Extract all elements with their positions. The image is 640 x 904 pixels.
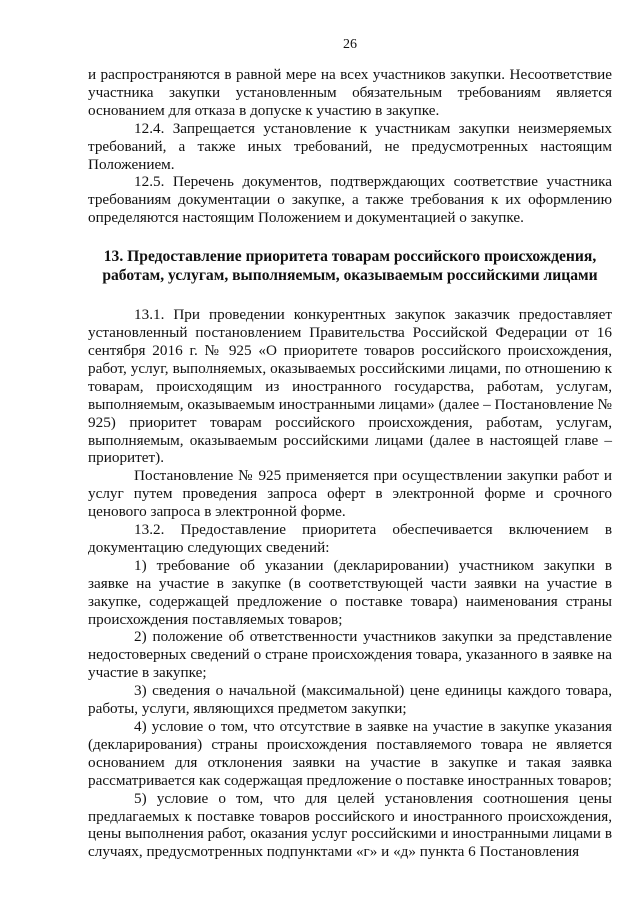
document-page — [88, 36, 612, 861]
paragraph: 3) сведения о начальной (максимальной) цене единицы каждого товара, работы, услуги, являющихся предметом закупки; — [88, 682, 612, 718]
paragraph: Постановление № 925 применяется при осуществлении закупки работ и услуг путем проведения запроса оферт в электронной форме и срочного ценового запроса в электронной форме. — [88, 467, 612, 521]
paragraph: 13.1. При проведении конкурентных закупок заказчик предоставляет установленный постановлением Правительства Российской Федерации от 16 сентября 2016 г. № 925 «О приоритете товаров российского происхождения, работ, услуг, выполняемых, оказываемых российскими лицами, по отношению к товарам, происходящим из иностранного государства, работам, услугам, выполняемым, оказываемым иностранными лицами» (далее – Постановление № 925) приоритет товарам российского происхождения, работам, услугам, выполняемым, оказываемым российскими лицами (далее в настоящей главе – приоритет). — [88, 306, 612, 467]
paragraph: 12.5. Перечень документов, подтверждающих соответствие участника требованиям документации о закупке, а также требования к их оформлению определяются настоящим Положением и документацией о закупке. — [88, 173, 612, 227]
paragraph: 5) условие о том, что для целей установления соотношения цены предлагаемых к поставке товаров российского и иностранного происхождения, цены выполнения работ, оказания услуг российскими и иностранными лицами в случаях, предусмотренных подпунктами «г» и «д» пункта 6 Постановления — [88, 789, 612, 861]
section-13-paragraphs — [88, 306, 612, 861]
paragraph: 12.4. Запрещается установление к участникам закупки неизмеряемых требований, а также иных требований, не предусмотренных настоящим Положением. — [88, 119, 612, 173]
page-number: 26 — [343, 37, 357, 52]
section-heading: 13. Предоставление приоритета товарам российского происхождения, работам, услугам, выполняемым, оказываемым российскими лицами — [102, 248, 598, 284]
paragraph: 2) положение об ответственности участников закупки за представление недостоверных сведений о стране происхождения товара, указанного в заявке на участие в закупке; — [88, 628, 612, 682]
section-12-paragraphs — [88, 66, 612, 227]
paragraph: 13.2. Предоставление приоритета обеспечивается включением в документацию следующих сведений: — [88, 521, 612, 556]
paragraph: и распространяются в равной мере на всех участников закупки. Несоответствие участника закупки установленным обязательным требованиям является основанием для отказа в допуске к участию в закупке. — [88, 66, 612, 119]
paragraph: 1) требование об указании (декларировании) участником закупки в заявке на участие в закупке (в соответствующей части заявки на участие в закупке, содержащей предложение о поставке товара) наименования страны происхождения поставляемых товаров; — [88, 556, 612, 628]
paragraph: 4) условие о том, что отсутствие в заявке на участие в закупке указания (декларирования) страны происхождения поставляемого товара не является основанием для отклонения заявки на участие в закупке и такая заявка рассматривается как содержащая предложение о поставке иностранных товаров; — [88, 718, 612, 789]
